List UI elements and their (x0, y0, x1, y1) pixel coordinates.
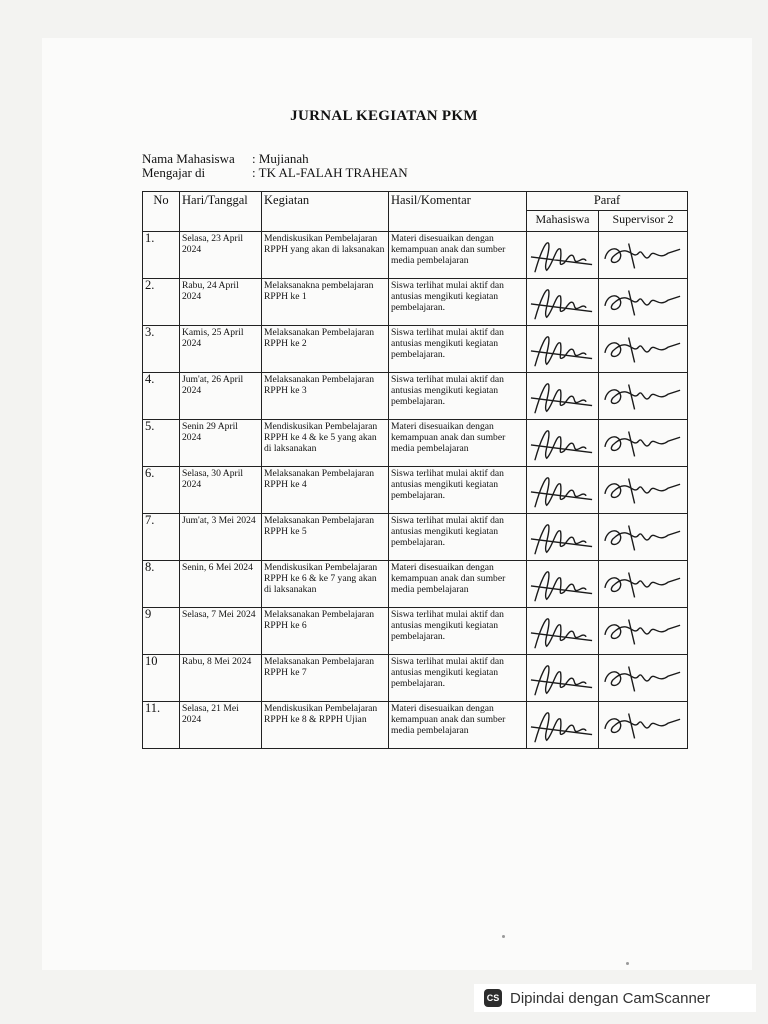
supervisor-signature (599, 702, 688, 749)
supervisor-signature (599, 232, 688, 279)
student-signature-icon (527, 326, 598, 372)
student-signature (527, 655, 599, 702)
supervisor-signature-icon (599, 608, 687, 654)
row-number: 1. (143, 232, 180, 279)
student-signature-icon (527, 467, 598, 513)
student-signature (527, 373, 599, 420)
supervisor-signature-icon (599, 420, 687, 466)
row-number: 6. (143, 467, 180, 514)
row-date: Rabu, 8 Mei 2024 (180, 655, 262, 702)
supervisor-signature-icon (599, 232, 687, 278)
supervisor-signature (599, 420, 688, 467)
student-name-line (142, 151, 309, 166)
row-number: 9 (143, 608, 180, 655)
row-result: Siswa terlihat mulai aktif dan antusias mengikuti kegiatan pembelajaran. (389, 279, 527, 326)
row-activity: Melaksanakan Pembelajaran RPPH ke 4 (262, 467, 389, 514)
supervisor-signature (599, 608, 688, 655)
row-number: 7. (143, 514, 180, 561)
student-signature (527, 608, 599, 655)
row-number: 2. (143, 279, 180, 326)
student-signature-icon (527, 702, 598, 748)
student-signature-icon (527, 655, 598, 701)
camscanner-text: Dipindai dengan CamScanner (510, 989, 711, 1007)
header-date: Hari/Tanggal (180, 192, 262, 232)
row-activity: Mendiskusikan Pembelajaran RPPH ke 6 & ke 7 yang akan di laksanakan (262, 561, 389, 608)
camscanner-watermark (474, 984, 756, 1012)
row-date: Jum'at, 3 Mei 2024 (180, 514, 262, 561)
student-signature-icon (527, 279, 598, 325)
row-activity: Melaksanakan Pembelajaran RPPH ke 7 (262, 655, 389, 702)
supervisor-signature-icon (599, 514, 687, 560)
row-result: Siswa terlihat mulai aktif dan antusias mengikuti kegiatan pembelajaran. (389, 373, 527, 420)
table-row (143, 373, 688, 420)
header-result: Hasil/Komentar (389, 192, 527, 232)
row-number: 10 (143, 655, 180, 702)
header-paraf: Paraf (527, 192, 688, 211)
row-number: 5. (143, 420, 180, 467)
row-activity: Melaksanakan Pembelajaran RPPH ke 2 (262, 326, 389, 373)
student-name-value: : Mujianah (252, 151, 309, 166)
table-row (143, 467, 688, 514)
row-activity: Melaksanakna pembelajaran RPPH ke 1 (262, 279, 389, 326)
student-name-label: Nama Mahasiswa (142, 151, 235, 166)
supervisor-signature-icon (599, 467, 687, 513)
supervisor-signature-icon (599, 373, 687, 419)
student-signature (527, 467, 599, 514)
row-result: Materi disesuaikan dengan kemampuan anak dan sumber media pembelajaran (389, 702, 527, 749)
row-date: Rabu, 24 April 2024 (180, 279, 262, 326)
row-result: Materi disesuaikan dengan kemampuan anak dan sumber media pembelajaran (389, 232, 527, 279)
row-date: Selasa, 23 April 2024 (180, 232, 262, 279)
camscanner-logo-icon: CS (484, 989, 502, 1007)
student-signature (527, 232, 599, 279)
row-date: Senin, 6 Mei 2024 (180, 561, 262, 608)
row-result: Siswa terlihat mulai aktif dan antusias mengikuti kegiatan pembelajaran. (389, 608, 527, 655)
table-row (143, 514, 688, 561)
document-title: JURNAL KEGIATAN PKM (290, 108, 478, 124)
student-signature-icon (527, 514, 598, 560)
student-signature (527, 561, 599, 608)
supervisor-signature (599, 655, 688, 702)
supervisor-signature (599, 514, 688, 561)
row-date: Selasa, 30 April 2024 (180, 467, 262, 514)
row-result: Siswa terlihat mulai aktif dan antusias mengikuti kegiatan pembelajaran. (389, 655, 527, 702)
row-date: Jum'at, 26 April 2024 (180, 373, 262, 420)
header-activity: Kegiatan (262, 192, 389, 232)
student-signature-icon (527, 561, 598, 607)
row-result: Siswa terlihat mulai aktif dan antusias mengikuti kegiatan pembelajaran. (389, 326, 527, 373)
table-row (143, 608, 688, 655)
student-signature (527, 326, 599, 373)
row-date: Selasa, 21 Mei 2024 (180, 702, 262, 749)
student-signature (527, 279, 599, 326)
supervisor-signature-icon (599, 279, 687, 325)
table-row (143, 561, 688, 608)
row-number: 3. (143, 326, 180, 373)
row-result: Materi disesuaikan dengan kemampuan anak dan sumber media pembelajaran (389, 561, 527, 608)
table-row (143, 326, 688, 373)
supervisor-signature-icon (599, 561, 687, 607)
row-number: 11. (143, 702, 180, 749)
supervisor-signature-icon (599, 326, 687, 372)
supervisor-signature (599, 279, 688, 326)
table-row (143, 279, 688, 326)
row-number: 8. (143, 561, 180, 608)
scan-speck (626, 962, 629, 965)
school-line (142, 165, 408, 180)
row-activity: Melaksanakan Pembelajaran RPPH ke 6 (262, 608, 389, 655)
row-date: Kamis, 25 April 2024 (180, 326, 262, 373)
supervisor-signature (599, 326, 688, 373)
school-value: : TK AL-FALAH TRAHEAN (252, 165, 408, 180)
table-row (143, 702, 688, 749)
row-activity: Melaksanakan Pembelajaran RPPH ke 5 (262, 514, 389, 561)
journal-table (142, 191, 688, 749)
student-signature-icon (527, 373, 598, 419)
row-date: Selasa, 7 Mei 2024 (180, 608, 262, 655)
header-no: No (143, 192, 180, 232)
student-signature (527, 514, 599, 561)
supervisor-signature-icon (599, 702, 687, 748)
table-row (143, 232, 688, 279)
scan-speck (502, 935, 505, 938)
row-result: Siswa terlihat mulai aktif dan antusias mengikuti kegiatan pembelajaran. (389, 467, 527, 514)
student-signature (527, 420, 599, 467)
row-result: Materi disesuaikan dengan kemampuan anak dan sumber media pembelajaran (389, 420, 527, 467)
school-label: Mengajar di (142, 165, 206, 180)
table-row (143, 420, 688, 467)
row-activity: Melaksanakan Pembelajaran RPPH ke 3 (262, 373, 389, 420)
row-date: Senin 29 April 2024 (180, 420, 262, 467)
supervisor-signature-icon (599, 655, 687, 701)
student-signature-icon (527, 608, 598, 654)
row-result: Siswa terlihat mulai aktif dan antusias mengikuti kegiatan pembelajaran. (389, 514, 527, 561)
supervisor-signature (599, 373, 688, 420)
student-signature-icon (527, 232, 598, 278)
student-signature (527, 702, 599, 749)
row-activity: Mendiskusikan Pembelajaran RPPH ke 8 & RPPH Ujian (262, 702, 389, 749)
row-number: 4. (143, 373, 180, 420)
row-activity: Mendiskusikan Pembelajaran RPPH yang akan di laksanakan (262, 232, 389, 279)
header-supervisor: Supervisor 2 (599, 211, 688, 232)
row-activity: Mendiskusikan Pembelajaran RPPH ke 4 & ke 5 yang akan di laksanakan (262, 420, 389, 467)
supervisor-signature (599, 467, 688, 514)
student-signature-icon (527, 420, 598, 466)
header-student: Mahasiswa (527, 211, 599, 232)
table-row (143, 655, 688, 702)
supervisor-signature (599, 561, 688, 608)
